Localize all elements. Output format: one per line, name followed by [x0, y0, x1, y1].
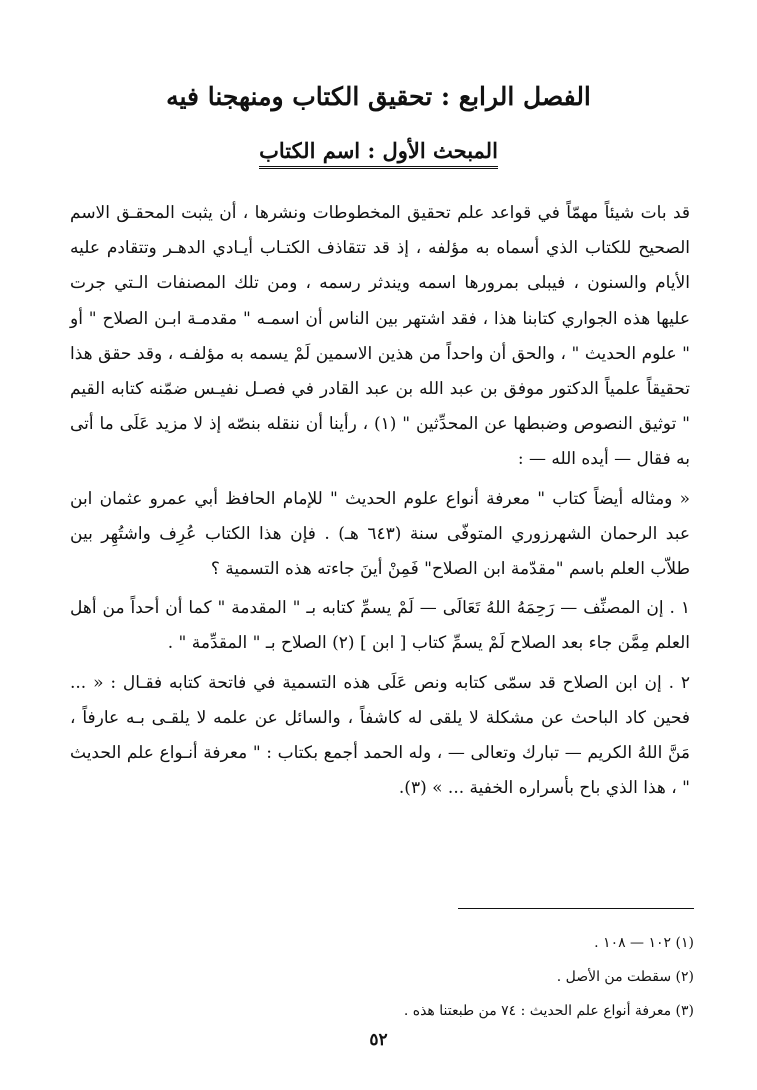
paragraph-intro: قد بات شيئاً مهمّاً في قواعد علم تحقيق المخطوطات ونشرها ، أن يثبت المحقـق الاسم الصحيح للكتاب الذي أسماه به مؤلفه ، إذ قد تتقاذف الكتـاب أيـادي الدهـر وتتقادم عليه الأيام والسنون ، فيبلى بمرورها اسمه ويندثر رسمه ، ومن تلك المصنفات الـتي جرت عليها هذه الجواري كتابنا هذا ، فقد اشتهر بين الناس أن اسمـه " مقدمـة ابـن الصلاح " أو " علوم الحديث " ، والحق أن واحداً من هذين الاسمين لَمْ يسمه به مؤلفـه ، وقد حقق هذا تحقيقاً علمياً الدكتور موفق بن عبد الله بن عبد القادر في فصـل نفيـس ضمّنه كتابه القيم " توثيق النصوص وضبطها عن المحدِّثين " (١) ، رأينا أن ننقله بنصّه إذ لا مزيد عَلَى ما أتى به فقال — أيده الله — :	[70, 203, 690, 470]
footnote-1: (١) ١٠٢ — ١٠٨ .	[594, 935, 694, 951]
footnote-3: (٣) معرفة أنواع علم الحديث : ٧٤ من طبعتنا هذه .	[403, 1003, 694, 1019]
body-text	[70, 196, 690, 806]
footnote-divider	[458, 908, 694, 909]
paragraph-quote: « ومثاله أيضاً كتاب " معرفة أنواع علوم الحديث " للإمام الحافظ أبي عمرو عثمان ابن عبد الرحمان الشهرزوري المتوفّى سنة (٦٤٣ هـ) . فإن هذا الكتاب عُرِف واشتُهِر بين طلاّب العلم باسم "مقدّمة ابن الصلاح" فَمِنْ أينَ جاءته هذه التسمية ؟	[70, 488, 690, 580]
page-number: ٥٢	[369, 1030, 388, 1050]
section-title: المبحث الأول : اسم الكتاب	[259, 138, 498, 169]
section-title-wrapper	[0, 138, 757, 169]
footnotes	[70, 926, 694, 1028]
chapter-title: الفصل الرابع : تحقيق الكتاب ومنهجنا فيه	[166, 82, 591, 111]
paragraph-point-2: ٢ . إن ابن الصلاح قد سمّى كتابه ونص عَلَى هذه التسمية في فاتحة كتابه فقـال : « ... فحين كاد الباحث عن مشكلة لا يلقى له كاشفاً ، والسائل عن علمه لا يلقـى بـه عارفاً ، مَنَّ اللهُ الكريم — تبارك وتعالى — ، وله الحمد أجمع بكتاب : " معرفة أنـواع علم الحديث " ، هذا الذي باح بأسراره الخفية ... » (٣).	[70, 672, 690, 799]
paragraph-point-1: ١ . إن المصنِّف — رَحِمَهُ اللهُ تَعَالَى — لَمْ يسمِّ كتابه بـ " المقدمة " كما أن أحداً من أهل العلم مِمَّن جاء بعد الصلاح لَمْ يسمِّ كتاب [ ابن ] (٢) الصلاح بـ " المقدِّمة " .	[70, 598, 690, 654]
footnote-2: (٢) سقطت من الأصل .	[556, 969, 694, 985]
